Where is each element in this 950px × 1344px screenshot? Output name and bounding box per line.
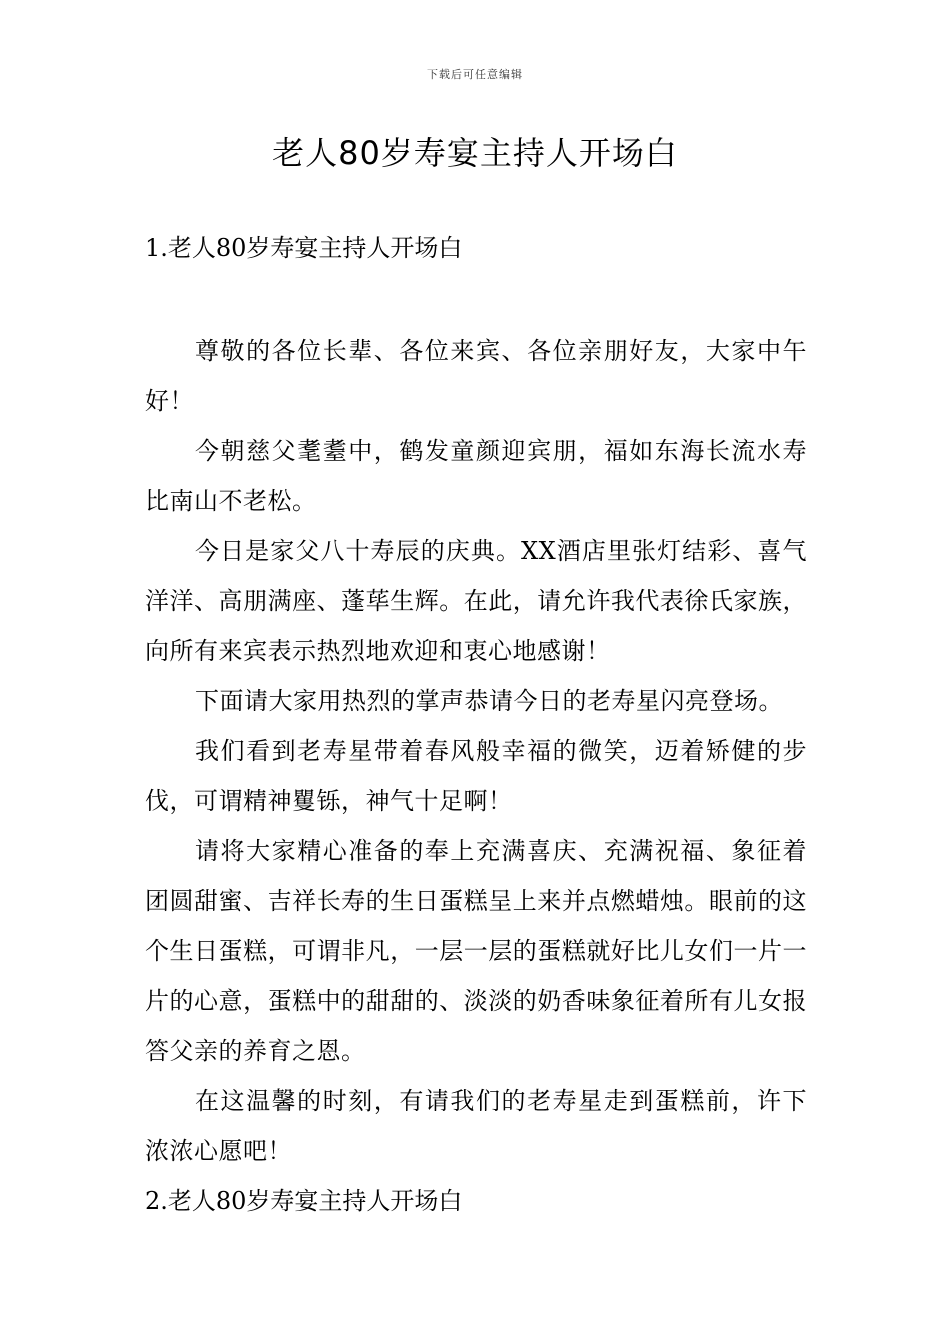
paragraph-greeting: 尊敬的各位长辈、各位来宾、各位亲朋好友，大家中午好！ bbox=[145, 337, 807, 415]
section-heading-1: 1.老人80岁寿宴主持人开场白 bbox=[145, 234, 463, 262]
section-1-body bbox=[145, 326, 807, 1226]
header-note: 下载后可任意编辑 bbox=[427, 68, 523, 81]
paragraph-poem: 今朝慈父耄耋中，鹤发童颜迎宾朋，福如东海长流水寿比南山不老松。 bbox=[145, 437, 807, 515]
paragraph-welcome-guest-of-honor: 下面请大家用热烈的掌声恭请今日的老寿星闪亮登场。 bbox=[195, 687, 783, 715]
paragraph-entrance: 我们看到老寿星带着春风般幸福的微笑，迈着矫健的步伐，可谓精神矍铄，神气十足啊！ bbox=[145, 737, 807, 815]
document-title: 老人80岁寿宴主持人开场白 bbox=[272, 134, 678, 172]
paragraph-celebration: 今日是家父八十寿辰的庆典。XX酒店里张灯结彩、喜气洋洋、高朋满座、蓬荜生辉。在此，请允许我代表徐氏家族，向所有来宾表示热烈地欢迎和衷心地感谢！ bbox=[145, 537, 807, 665]
paragraph-cake: 请将大家精心准备的奉上充满喜庆、充满祝福、象征着团圆甜蜜、吉祥长寿的生日蛋糕呈上来并点燃蜡烛。眼前的这个生日蛋糕，可谓非凡，一层一层的蛋糕就好比儿女们一片一片的心意，蛋糕中的甜甜的、淡淡的奶香味象征着所有儿女报答父亲的养育之恩。 bbox=[145, 837, 807, 1065]
paragraph-wish: 在这温馨的时刻，有请我们的老寿星走到蛋糕前，许下浓浓心愿吧！ bbox=[145, 1087, 807, 1165]
section-heading-2: 2.老人80岁寿宴主持人开场白 bbox=[145, 1187, 463, 1215]
